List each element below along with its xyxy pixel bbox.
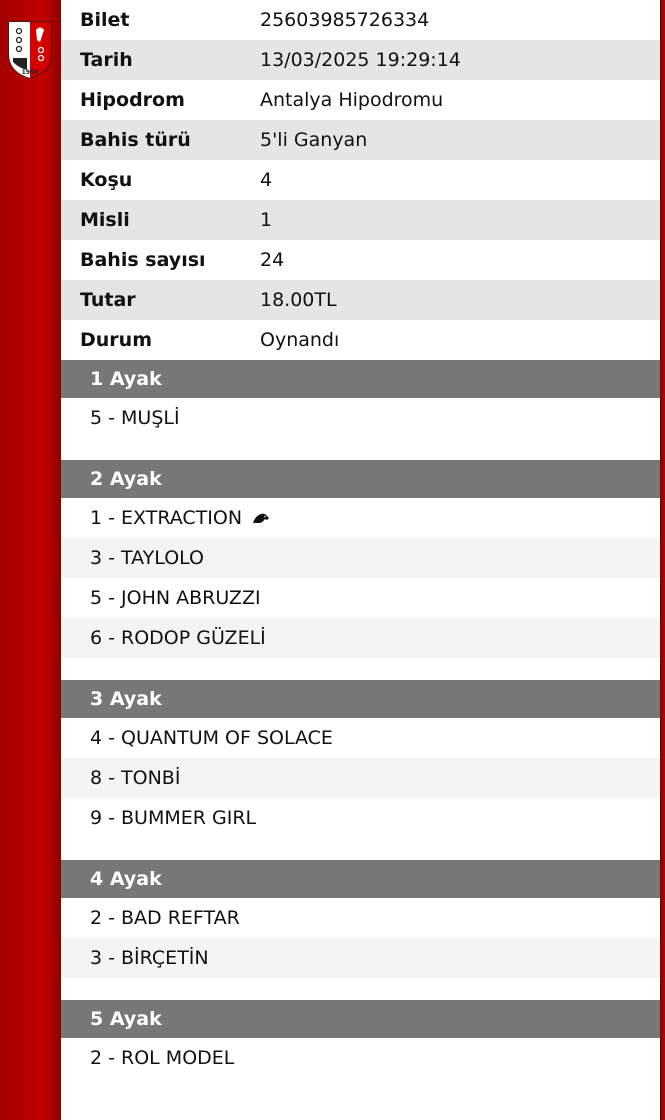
leg-header: 1 Ayak (61, 360, 660, 398)
horse-name: 2 - BAD REFTAR (90, 907, 240, 929)
horse-name: 4 - QUANTUM OF SOLACE (90, 727, 333, 749)
logo-year: 1950 (21, 69, 39, 76)
leg-header: 2 Ayak (61, 460, 660, 498)
horse-name: 6 - RODOP GÜZELİ (90, 627, 266, 649)
info-row (61, 280, 660, 320)
info-label: Bahis türü (80, 129, 191, 151)
info-label: Tarih (80, 49, 133, 71)
horse-row (61, 398, 660, 438)
horse-name: 8 - TONBİ (90, 767, 181, 789)
horse-row (61, 898, 660, 938)
club-logo-icon (5, 18, 55, 80)
horse-name: 9 - BUMMER GIRL (90, 807, 257, 829)
info-row (61, 40, 660, 80)
horse-name: 1 - EXTRACTION (90, 507, 243, 529)
horse-head-icon (252, 512, 270, 524)
leg-spacer (61, 1078, 660, 1100)
horse-row (61, 938, 660, 978)
info-label: Misli (80, 209, 130, 231)
horse-name: 2 - ROL MODEL (90, 1047, 235, 1069)
info-row (61, 200, 660, 240)
horse-row (61, 758, 660, 798)
horse-row (61, 1038, 660, 1078)
leg-spacer (61, 838, 660, 860)
info-row (61, 80, 660, 120)
info-value: 25603985726334 (260, 9, 430, 31)
horse-row (61, 498, 660, 538)
info-row (61, 320, 660, 360)
right-red-border (660, 0, 665, 1120)
legs-list (61, 360, 660, 1100)
info-row (61, 0, 660, 40)
horse-row (61, 798, 660, 838)
info-row (61, 120, 660, 160)
info-value: Antalya Hipodromu (260, 89, 444, 111)
info-value: 1 (260, 209, 273, 231)
ticket-detail (61, 0, 660, 1120)
info-value: 18.00TL (260, 289, 337, 311)
leg-header: 3 Ayak (61, 680, 660, 718)
ticket-info-table (61, 0, 660, 360)
info-value: Oynandı (260, 329, 340, 351)
info-row (61, 240, 660, 280)
info-value: 5'li Ganyan (260, 129, 368, 151)
horse-name: 5 - JOHN ABRUZZI (90, 587, 261, 609)
info-value: 24 (260, 249, 285, 271)
info-row (61, 160, 660, 200)
info-label: Koşu (80, 169, 133, 191)
info-label: Bahis sayısı (80, 249, 206, 271)
leg-header: 5 Ayak (61, 1000, 660, 1038)
leg-spacer (61, 658, 660, 680)
leg-spacer (61, 438, 660, 460)
horse-row (61, 538, 660, 578)
info-label: Bilet (80, 9, 130, 31)
info-label: Hipodrom (80, 89, 185, 111)
horse-name: 5 - MUŞLİ (90, 407, 180, 429)
left-red-sidebar (0, 0, 61, 1120)
horse-name: 3 - BİRÇETİN (90, 947, 209, 969)
leg-header: 4 Ayak (61, 860, 660, 898)
leg-spacer (61, 978, 660, 1000)
horse-row (61, 578, 660, 618)
horse-row (61, 718, 660, 758)
info-value: 13/03/2025 19:29:14 (260, 49, 461, 71)
info-value: 4 (260, 169, 273, 191)
info-label: Tutar (80, 289, 136, 311)
info-label: Durum (80, 329, 152, 351)
horse-name: 3 - TAYLOLO (90, 547, 205, 569)
horse-row (61, 618, 660, 658)
